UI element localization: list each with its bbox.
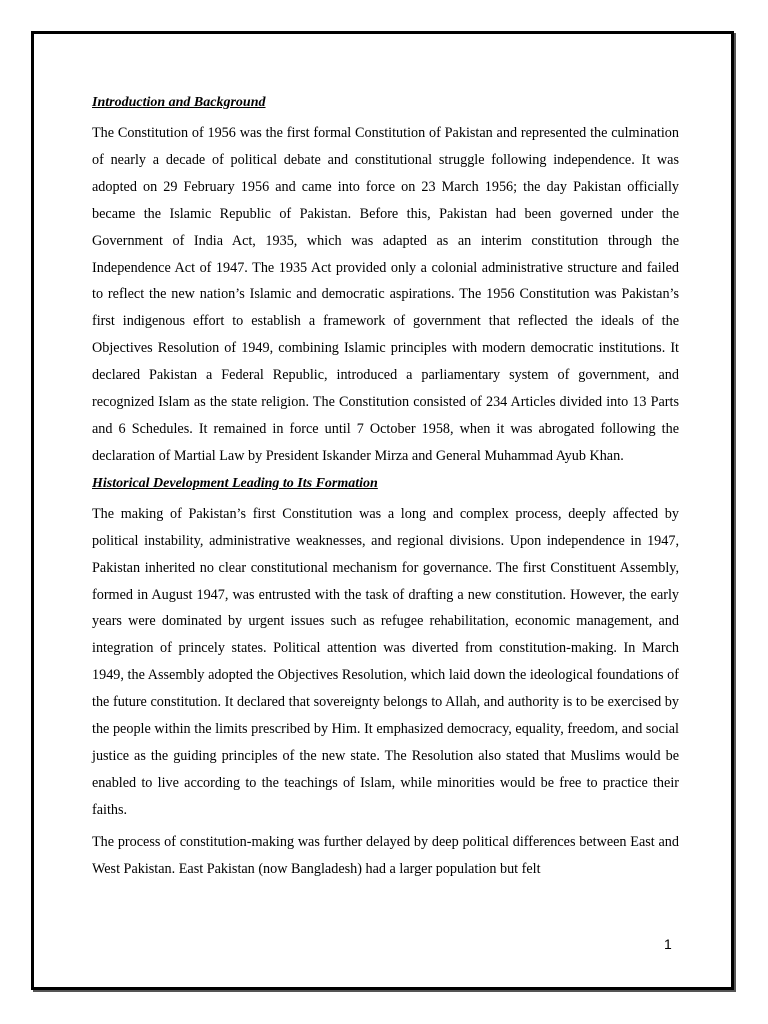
section-heading-historical-development: Historical Development Leading to Its Formation — [92, 475, 378, 491]
paragraph-historical-development: The making of Pakistan’s first Constitution was a long and complex process, deeply affected by political instability, administrative weaknesses, and regional divisions. Upon independence in 1947, Pakistan inherited no clear constitutional mechanism for governance. The first Constituent Assembly, formed in August 1947, was entrusted with the task of drafting a new constitution. However, the early years were dominated by urgent issues such as refugee rehabilitation, economic management, and integration of princely states. Political attention was diverted from constitution-making. In March 1949, the Assembly adopted the Objectives Resolution, which laid down the ideological foundations of the future constitution. It declared that sovereignty belongs to Allah, and authority is to be exercised by the people within the limits prescribed by Him. It emphasized democracy, equality, freedom, and social justice as the guiding principles of the new state. The Resolution also stated that Muslims would be enabled to live according to the teachings of Islam, while minorities would be free to practice their faiths. — [92, 505, 679, 818]
paragraph-introduction: The Constitution of 1956 was the first formal Constitution of Pakistan and represented the culmination of nearly a decade of political debate and constitutional struggle following independence. It was adopted on 29 February 1956 and came into force on 23 March 1956; the day Pakistan officially became the Islamic Republic of Pakistan. Before this, Pakistan had been governed under the Government of India Act, 1935, which was adapted as an interim constitution through the Independence Act of 1947. The 1935 Act provided only a colonial administrative structure and failed to reflect the new nation’s Islamic and democratic aspirations. The 1956 Constitution was Pakistan’s first indigenous effort to establish a framework of government that reflected the ideals of the Objectives Resolution of 1949, combining Islamic principles with modern democratic institutions. It declared Pakistan a Federal Republic, introduced a parliamentary system of government, and recognized Islam as the state religion. The Constitution consisted of 234 Articles divided into 13 Parts and 6 Schedules. It remained in force until 7 October 1958, when it was abrogated following the declaration of Martial Law by President Iskander Mirza and General Muhammad Ayub Khan. — [92, 125, 679, 464]
paragraph-constitution-process: The process of constitution-making was further delayed by deep political differences between East and West Pakistan. East Pakistan (now Bangladesh) had a larger population but felt — [92, 833, 679, 877]
page-content — [92, 94, 679, 882]
section-heading-introduction: Introduction and Background — [92, 95, 266, 110]
document-page — [31, 31, 734, 990]
page-number: 1 — [664, 936, 672, 952]
